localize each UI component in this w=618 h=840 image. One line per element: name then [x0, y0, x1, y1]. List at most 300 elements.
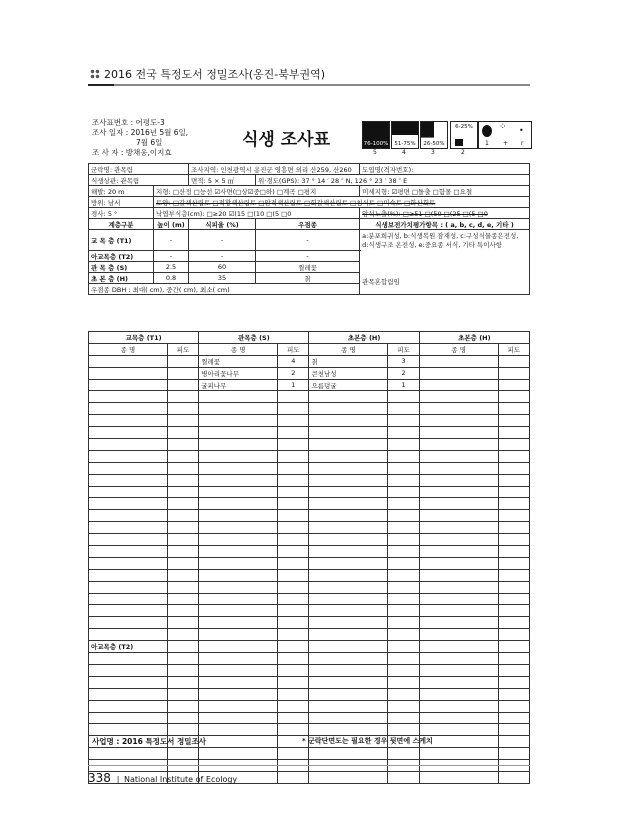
cover-cell — [388, 748, 419, 760]
species-cell — [309, 486, 388, 498]
cover-cell — [167, 522, 198, 534]
cover-cell — [498, 355, 529, 367]
plot-area: 면적: 5 × 5 ㎡ — [189, 175, 256, 186]
table-row — [89, 450, 530, 462]
species-cell — [89, 724, 168, 736]
table-row — [89, 700, 530, 712]
cover-cell — [388, 427, 419, 439]
table-row — [89, 605, 530, 617]
cover-cell: 2 — [278, 367, 309, 379]
species-cell: 찔레꽃 — [199, 355, 278, 367]
cover-cell — [278, 498, 309, 510]
cover-cell — [278, 664, 309, 676]
cover-cell — [167, 688, 198, 700]
species-cell — [419, 748, 498, 760]
cover-cell — [498, 379, 529, 391]
species-cell — [309, 569, 388, 581]
species-cell — [419, 403, 498, 415]
t2-height: - — [154, 251, 189, 262]
group-h-2: 초본층 (H) — [419, 332, 529, 344]
community-name: 군락명: 관목림 — [89, 164, 189, 175]
cover-cell: 1 — [388, 379, 419, 391]
cover-cell — [278, 629, 309, 641]
cover-cell — [167, 379, 198, 391]
cover-cell — [498, 569, 529, 581]
page-footer: 338 | National Institute of Ecology — [88, 771, 238, 785]
cover-cell — [278, 486, 309, 498]
cover-cell — [498, 664, 529, 676]
species-cell — [309, 664, 388, 676]
species-cell — [199, 498, 278, 510]
footer-rule — [88, 765, 530, 766]
species-cell — [419, 546, 498, 558]
table-row — [89, 664, 530, 676]
cover-cell — [498, 486, 529, 498]
cover-cell — [167, 427, 198, 439]
cover-cell — [167, 534, 198, 546]
cover-cell — [278, 569, 309, 581]
species-cell — [199, 712, 278, 724]
species-cell — [309, 522, 388, 534]
cover-cell — [278, 617, 309, 629]
cover-cell — [167, 498, 198, 510]
species-cell — [89, 427, 168, 439]
cover-cell — [388, 403, 419, 415]
cover-cell — [498, 546, 529, 558]
litter-layer: 낙엽부식층(cm): □≥20 ☑(15 □(10 □(5 □0 — [154, 208, 360, 219]
species-cell — [199, 581, 278, 593]
table-row — [89, 712, 530, 724]
cover-cell — [388, 534, 419, 546]
species-cell — [419, 439, 498, 451]
cover-cell — [498, 736, 529, 748]
cover-cell — [498, 676, 529, 688]
species-cell: 칡 — [309, 355, 388, 367]
cover-cell — [278, 748, 309, 760]
cover-cell — [498, 462, 529, 474]
s-dominant: 찔레꽃 — [256, 262, 360, 273]
table-row — [89, 355, 530, 367]
table-row — [89, 724, 530, 736]
cover-cell — [167, 367, 198, 379]
cover-cell — [388, 450, 419, 462]
species-cell — [419, 771, 498, 783]
species-cell — [199, 676, 278, 688]
table-row — [89, 510, 530, 522]
h-cover: 35 — [189, 273, 256, 284]
species-cell — [309, 593, 388, 605]
s-height: 2.5 — [154, 262, 189, 273]
cover-cell — [498, 439, 529, 451]
note-1: a:분포희귀성, b:식생복원 잠재성, c:구성식물종은전성, — [362, 232, 519, 240]
species-cell — [199, 522, 278, 534]
species-cell — [89, 700, 168, 712]
cover-cell — [388, 546, 419, 558]
species-cell — [419, 415, 498, 427]
species-cell — [89, 355, 168, 367]
species-cell — [199, 534, 278, 546]
species-cell — [419, 653, 498, 665]
species-cell — [419, 474, 498, 486]
species-cell — [89, 522, 168, 534]
species-cell — [309, 771, 388, 783]
species-cell — [309, 629, 388, 641]
cover-cell — [388, 581, 419, 593]
cover-cell — [167, 700, 198, 712]
cover-cell — [167, 712, 198, 724]
cover-cell — [388, 617, 419, 629]
coverage-num-3: 3 — [431, 149, 435, 156]
table-row — [89, 415, 530, 427]
cover-cell — [167, 605, 198, 617]
cover-cell — [278, 641, 309, 653]
species-cell — [309, 462, 388, 474]
elevation: 해발: 20 m — [89, 186, 154, 197]
cover-cell — [498, 605, 529, 617]
species-cell — [419, 581, 498, 593]
cover-cell — [167, 391, 198, 403]
cover-cell — [388, 557, 419, 569]
table-row — [89, 486, 530, 498]
cover-cell — [278, 653, 309, 665]
species-cell — [89, 557, 168, 569]
cover-cell — [167, 474, 198, 486]
soc-1: 1 — [485, 140, 489, 147]
site-info-table — [88, 163, 530, 295]
cover-cell — [167, 355, 198, 367]
species-cell — [309, 391, 388, 403]
sub-cover: 피도 — [388, 343, 419, 355]
species-cell — [199, 415, 278, 427]
coverage-num-2: 2 — [461, 149, 465, 156]
surveyor: 조 사 자 : 방채웅,이지효 — [92, 148, 172, 157]
species-cell — [199, 474, 278, 486]
cover-cell — [498, 450, 529, 462]
table-row — [89, 498, 530, 510]
table-row — [89, 557, 530, 569]
cover-cell — [167, 546, 198, 558]
s-cover: 60 — [189, 262, 256, 273]
cover-cell — [388, 439, 419, 451]
species-cell — [199, 439, 278, 451]
table-row — [89, 629, 530, 641]
cover-cell — [278, 462, 309, 474]
cover-cell — [388, 712, 419, 724]
rock-exposure: 암석노출(%): □≥51 □(50 □(25 □(5 □0 — [360, 208, 530, 219]
col-dominant: 우점종 — [256, 219, 360, 230]
form-title: 식생 조사표 — [242, 130, 331, 150]
table-row — [89, 427, 530, 439]
cover-cell — [278, 415, 309, 427]
species-cell — [199, 700, 278, 712]
cover-cell — [167, 510, 198, 522]
species-cell — [199, 724, 278, 736]
cover-cell — [498, 534, 529, 546]
cover-cell — [388, 498, 419, 510]
table-row — [89, 439, 530, 451]
sub-name: 종 명 — [309, 343, 388, 355]
group-h: 초본층 (H) — [309, 332, 419, 344]
cover-cell — [167, 664, 198, 676]
species-cell — [419, 676, 498, 688]
species-cell — [89, 403, 168, 415]
cover-cell: 4 — [278, 355, 309, 367]
coverage-box-5: 76-100% — [362, 121, 390, 149]
cover-cell — [498, 700, 529, 712]
cover-cell — [167, 415, 198, 427]
cover-cell — [278, 688, 309, 700]
cover-cell — [167, 653, 198, 665]
cover-cell — [278, 700, 309, 712]
map-sheet: 도엽명(격자번호): — [360, 164, 530, 175]
cover-cell — [278, 546, 309, 558]
cover-cell — [388, 593, 419, 605]
species-cell — [199, 462, 278, 474]
species-cell — [89, 664, 168, 676]
species-cell — [199, 736, 278, 748]
sub-cover: 피도 — [167, 343, 198, 355]
cover-cell — [278, 676, 309, 688]
cover-cell — [498, 510, 529, 522]
species-cell — [309, 474, 388, 486]
table-row — [89, 617, 530, 629]
cover-cell — [388, 486, 419, 498]
survey-date: 조사 일자 : 2016년 5월 6일, — [92, 128, 189, 137]
group-s: 관목층 (S) — [199, 332, 309, 344]
species-cell — [89, 581, 168, 593]
species-cell — [199, 641, 278, 653]
species-cell — [89, 474, 168, 486]
species-cell — [89, 534, 168, 546]
species-cell — [419, 391, 498, 403]
species-cell — [89, 617, 168, 629]
cover-cell — [167, 676, 198, 688]
coverage-num-5: 5 — [373, 149, 377, 156]
table-row — [89, 367, 530, 379]
species-cell — [89, 391, 168, 403]
cover-cell — [278, 724, 309, 736]
species-cell — [89, 439, 168, 451]
table-row — [89, 403, 530, 415]
soc-r: r — [521, 140, 524, 147]
species-cell — [419, 617, 498, 629]
species-cell — [309, 557, 388, 569]
species-cell — [419, 498, 498, 510]
t2-dominant: - — [256, 251, 360, 262]
cover-cell — [388, 474, 419, 486]
species-cell — [309, 450, 388, 462]
species-cell — [419, 724, 498, 736]
cover-cell — [167, 593, 198, 605]
sub-name: 종 명 — [199, 343, 278, 355]
cover-cell — [388, 653, 419, 665]
species-cell: 병아리꽃나무 — [199, 367, 278, 379]
species-cell — [89, 676, 168, 688]
sketch-note: * 군락단면도는 필요한 경우 뒷면에 스케치 — [302, 737, 433, 745]
species-cell — [309, 510, 388, 522]
t1-height: - — [154, 230, 189, 251]
cover-cell — [388, 605, 419, 617]
cover-cell — [388, 391, 419, 403]
species-cell — [309, 546, 388, 558]
species-cell — [309, 534, 388, 546]
cover-cell — [167, 557, 198, 569]
species-cell — [199, 546, 278, 558]
cover-cell — [167, 724, 198, 736]
project-name: 사업명 : 2016 특정도서 정밀조사 — [92, 737, 207, 746]
species-cell — [309, 415, 388, 427]
cover-cell — [167, 486, 198, 498]
cover-cell — [498, 581, 529, 593]
species-cell — [309, 605, 388, 617]
sub-cover: 피도 — [498, 343, 529, 355]
header-title: 2016 전국 특정도서 정밀조사(옹진-북부권역) — [104, 68, 326, 81]
cover-cell: 3 — [388, 355, 419, 367]
species-cell — [309, 712, 388, 724]
cover-cell — [498, 748, 529, 760]
cover-cell — [498, 712, 529, 724]
species-cell: 굴피나무 — [199, 379, 278, 391]
survey-date-2: 7월 6일 — [136, 138, 163, 147]
species-cell — [419, 557, 498, 569]
species-cell — [199, 653, 278, 665]
cover-cell — [498, 498, 529, 510]
species-cell — [309, 676, 388, 688]
species-table — [88, 331, 530, 784]
species-cell — [419, 534, 498, 546]
cover-cell — [498, 629, 529, 641]
table-row — [89, 748, 530, 760]
species-cell — [309, 427, 388, 439]
cover-cell — [278, 439, 309, 451]
species-cell — [199, 688, 278, 700]
cover-cell — [498, 367, 529, 379]
cover-cell — [278, 391, 309, 403]
species-cell — [199, 510, 278, 522]
page-number: 338 — [88, 771, 111, 785]
species-cell — [89, 379, 168, 391]
cover-cell — [388, 629, 419, 641]
cover-cell — [167, 629, 198, 641]
cover-cell: 2 — [388, 367, 419, 379]
cover-cell — [278, 474, 309, 486]
dots-icon — [90, 69, 100, 79]
species-cell — [419, 462, 498, 474]
cover-cell — [388, 510, 419, 522]
dot-icon: • — [519, 126, 524, 135]
header-rule — [88, 84, 530, 86]
species-cell — [419, 688, 498, 700]
coverage-num-4: 4 — [402, 149, 406, 156]
species-cell — [89, 498, 168, 510]
survey-area: 조사지역: 인천광역시 옹진군 영흥면 외리 산259, 산260 — [189, 164, 360, 175]
species-cell — [419, 367, 498, 379]
cover-cell — [498, 771, 529, 783]
survey-meta — [92, 118, 188, 158]
table-row — [89, 676, 530, 688]
species-cell — [89, 593, 168, 605]
species-cell — [309, 581, 388, 593]
cover-cell — [498, 557, 529, 569]
cover-cell — [167, 617, 198, 629]
species-cell — [419, 379, 498, 391]
species-cell — [89, 367, 168, 379]
species-cell — [89, 629, 168, 641]
group-t1: 교목층 (T1) — [89, 332, 199, 344]
species-cell — [309, 641, 388, 653]
species-cell — [199, 450, 278, 462]
cover-cell — [167, 581, 198, 593]
cover-cell — [388, 676, 419, 688]
species-cell — [309, 688, 388, 700]
species-cell — [419, 486, 498, 498]
cover-cell — [167, 439, 198, 451]
species-cell — [419, 664, 498, 676]
t2-cover: - — [189, 251, 256, 262]
species-cell — [309, 403, 388, 415]
species-cell — [89, 653, 168, 665]
table-row — [89, 534, 530, 546]
cover-cell — [498, 391, 529, 403]
table-row — [89, 688, 530, 700]
cover-cell — [278, 403, 309, 415]
species-cell — [419, 427, 498, 439]
sub-name: 종 명 — [89, 343, 168, 355]
table-row — [89, 474, 530, 486]
soil: 토양: □갈색산림토 □적황색산림토 □암적색산림토 □회갈색산림토 □침식토 □미숙토 □화산회토 — [154, 197, 530, 208]
species-cell — [89, 450, 168, 462]
species-cell — [309, 617, 388, 629]
species-cell — [89, 486, 168, 498]
species-cell — [199, 629, 278, 641]
species-cell — [89, 688, 168, 700]
cover-cell — [388, 569, 419, 581]
col-layer: 계층구분 — [89, 219, 154, 230]
table-row — [89, 569, 530, 581]
species-cell — [309, 748, 388, 760]
species-cell — [199, 617, 278, 629]
coverage-box-3: 26-50% — [420, 121, 448, 149]
species-cell — [419, 605, 498, 617]
species-cell — [309, 498, 388, 510]
coverage-box-4: 51-75% — [391, 121, 419, 149]
slope: 경사: 5 ° — [89, 208, 154, 219]
cover-cell — [278, 712, 309, 724]
species-cell — [419, 355, 498, 367]
species-cell: 으름덩굴 — [309, 379, 388, 391]
species-cell — [419, 450, 498, 462]
species-cell — [419, 700, 498, 712]
table-row — [89, 581, 530, 593]
aspect: 방위: 남서 — [89, 197, 154, 208]
note-2: d:식생구조 온전성, e:중요종 서식, 기타 특이사항 — [362, 241, 503, 249]
table-row — [89, 379, 530, 391]
species-cell — [199, 391, 278, 403]
cover-cell — [498, 415, 529, 427]
dominant-dbh: 우점종 DBH : 최대( cm), 중간( cm), 최소( cm) — [89, 284, 360, 295]
cover-cell — [388, 688, 419, 700]
cover-cell — [278, 450, 309, 462]
species-cell — [199, 593, 278, 605]
species-cell — [309, 439, 388, 451]
cover-cell — [498, 522, 529, 534]
cover-cell — [167, 641, 198, 653]
h-dominant: 칡 — [256, 273, 360, 284]
table-row — [89, 522, 530, 534]
layer-t2: 아교목층 (T2) — [89, 251, 154, 262]
cover-cell — [388, 641, 419, 653]
micro-topography: 미세지형: ☑평면 □돌출 □함몰 □요철 — [360, 186, 530, 197]
